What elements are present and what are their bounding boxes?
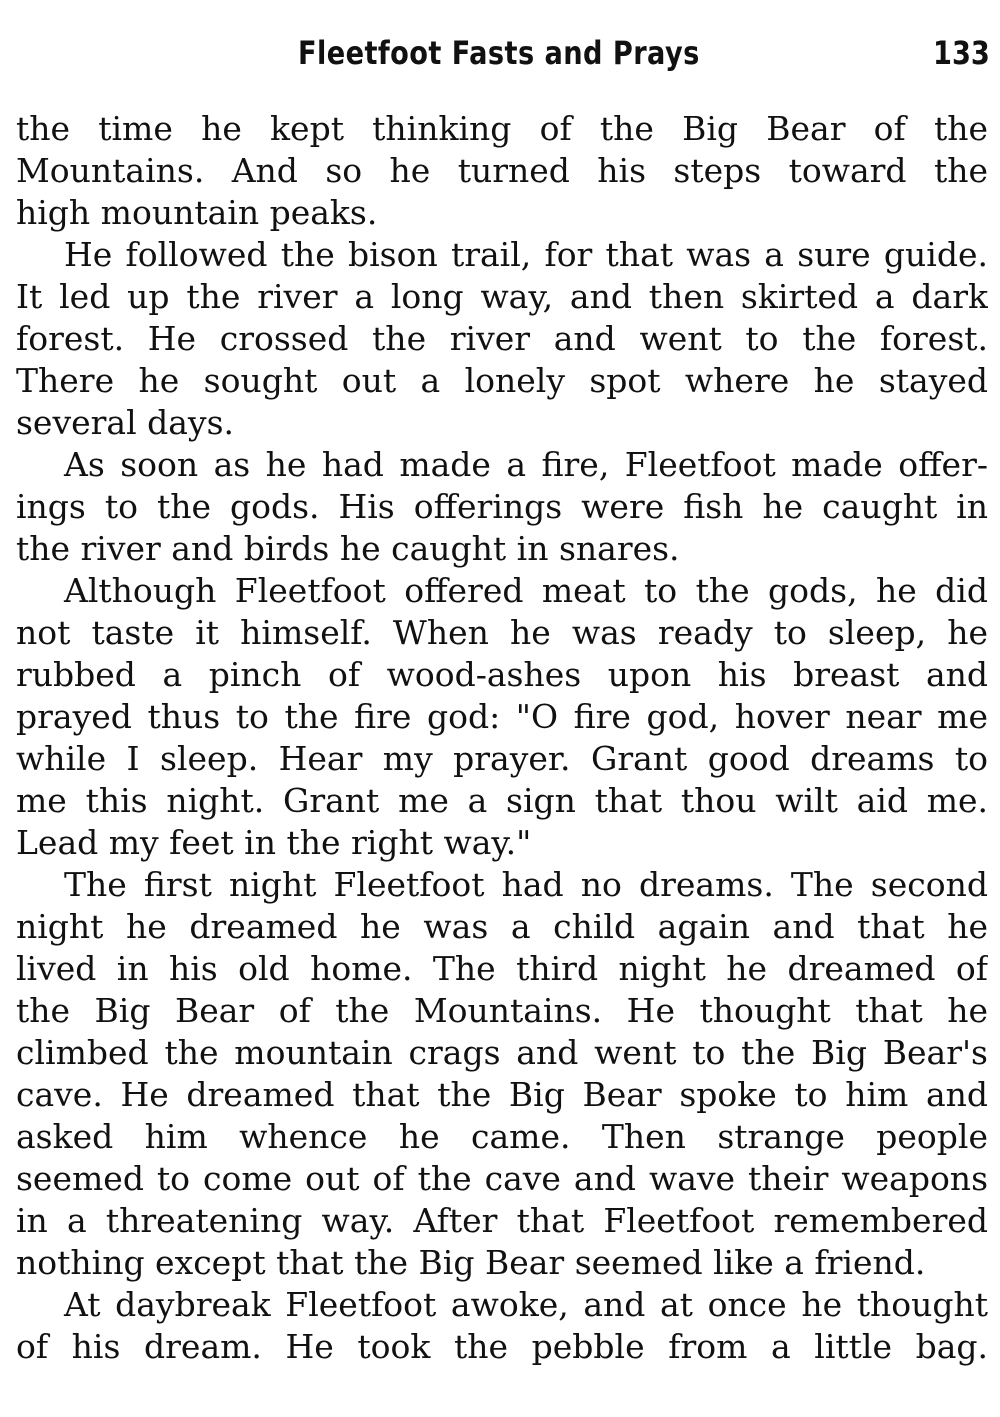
text-line: cave. He dreamed that the Big Bear spoke to him and <box>16 1075 988 1114</box>
page-number: 133 <box>933 34 990 72</box>
text-line: seemed to come out of the cave and wave their weapons <box>16 1159 988 1198</box>
text-line: lived in his old home. The third night he dreamed of <box>16 949 988 988</box>
text-line: At daybreak Fleetfoot awoke, and at once he thought <box>64 1285 988 1324</box>
text-line: the time he kept thinking of the Big Bear of the <box>16 109 988 148</box>
text-line: As soon as he had made a fire, Fleetfoot made offer- <box>64 445 988 484</box>
text-line: rubbed a pinch of wood-ashes upon his breast and <box>16 655 988 694</box>
body-text <box>16 108 988 1368</box>
running-title: Fleetfoot Fasts and Prays <box>298 34 700 72</box>
text-line: in a threatening way. After that Fleetfoot remembered <box>16 1201 988 1240</box>
text-line: me this night. Grant me a sign that thou wilt aid me. <box>16 781 988 820</box>
text-line: several days. <box>16 403 234 442</box>
text-line: Although Fleetfoot offered meat to the gods, he did <box>64 571 988 610</box>
text-line: climbed the mountain crags and went to the Big Bear's <box>16 1033 988 1072</box>
text-line: not taste it himself. When he was ready to sleep, he <box>16 613 988 652</box>
text-line: night he dreamed he was a child again and that he <box>16 907 988 946</box>
text-line: He followed the bison trail, for that was a sure guide. <box>64 235 988 274</box>
text-line: asked him whence he came. Then strange people <box>16 1117 988 1156</box>
text-line: forest. He crossed the river and went to the forest. <box>16 319 988 358</box>
text-line: The first night Fleetfoot had no dreams. The second <box>64 865 988 904</box>
text-line: prayed thus to the fire god: "O fire god, hover near me <box>16 697 988 736</box>
text-line: the Big Bear of the Mountains. He thought that he <box>16 991 988 1030</box>
text-line: ings to the gods. His offerings were fish he caught in <box>16 487 988 526</box>
text-line: Lead my feet in the right way." <box>16 823 532 862</box>
text-line: of his dream. He took the pebble from a little bag. <box>16 1327 988 1366</box>
text-line: Mountains. And so he turned his steps toward the <box>16 151 988 190</box>
page-header <box>0 30 1000 90</box>
text-line: It led up the river a long way, and then skirted a dark <box>16 277 988 316</box>
text-line: high mountain peaks. <box>16 193 378 232</box>
text-line: the river and birds he caught in snares. <box>16 529 680 568</box>
text-line: while I sleep. Hear my prayer. Grant good dreams to <box>16 739 988 778</box>
text-line: There he sought out a lonely spot where he stayed <box>16 361 988 400</box>
text-line: nothing except that the Big Bear seemed like a friend. <box>16 1243 926 1282</box>
